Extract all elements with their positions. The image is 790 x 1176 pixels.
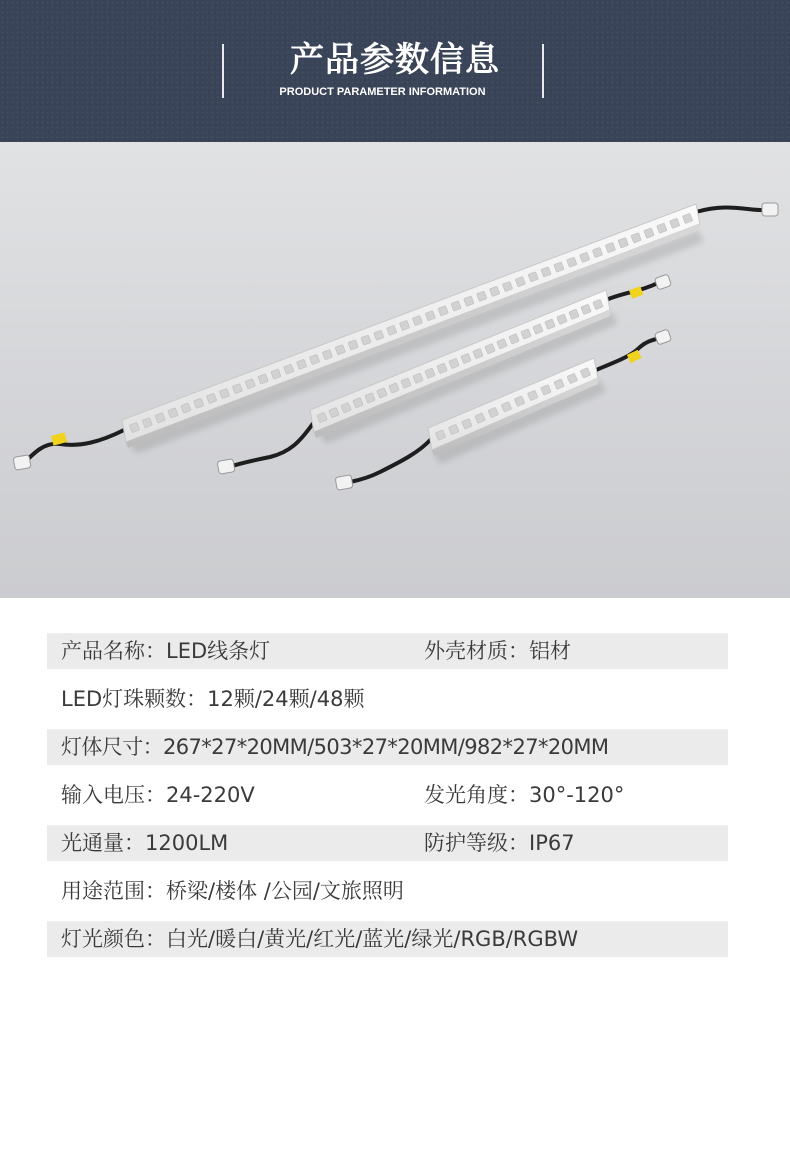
spec-table	[47, 633, 728, 969]
spec-row	[47, 777, 728, 813]
spec-label: 防护等级：	[424, 831, 529, 855]
spec-value: IP67	[529, 831, 575, 855]
spec-label: 灯光颜色：	[61, 927, 166, 951]
spec-label: 灯体尺寸：	[61, 735, 163, 759]
led-linear-bar-photo-icon	[0, 142, 790, 598]
spec-row	[47, 681, 728, 717]
spec-cell	[61, 777, 255, 813]
spec-cell	[61, 921, 578, 957]
spec-label: 输入电压：	[61, 783, 166, 807]
spec-label: 用途范围：	[61, 879, 166, 903]
spec-label: 外壳材质：	[424, 639, 529, 663]
spec-label: 产品名称：	[61, 639, 166, 663]
spec-value: 267*27*20MM/503*27*20MM/982*27*20MM	[163, 735, 609, 759]
spec-cell	[424, 825, 575, 861]
spec-row	[47, 825, 728, 861]
spec-cell	[424, 777, 624, 813]
spec-label: 发光角度：	[424, 783, 529, 807]
spec-value: 桥梁/楼体 /公园/文旅照明	[166, 879, 404, 903]
spec-value: 30°-120°	[529, 783, 625, 807]
spec-value: 白光/暖白/黄光/红光/蓝光/绿光/RGB/RGBW	[166, 927, 579, 951]
spec-cell	[61, 633, 270, 669]
spec-cell	[61, 681, 364, 717]
spec-value: 1200LM	[145, 831, 229, 855]
spec-cell	[61, 873, 404, 909]
spec-value: LED线条灯	[166, 639, 271, 663]
section-subtitle: PRODUCT PARAMETER INFORMATION	[279, 86, 486, 98]
spec-cell	[61, 729, 608, 765]
spec-row	[47, 633, 728, 669]
spec-value: 12颗/24颗/48颗	[207, 687, 365, 711]
spec-value: 24-220V	[166, 783, 255, 807]
spec-cell	[61, 825, 228, 861]
spec-row	[47, 921, 728, 957]
bar-shadows	[128, 230, 704, 464]
product-photo	[0, 142, 790, 598]
section-title: 产品参数信息	[290, 40, 500, 80]
spec-row	[47, 729, 728, 765]
spec-cell	[424, 633, 571, 669]
spec-row	[47, 873, 728, 909]
spec-label: LED灯珠颗数：	[61, 687, 208, 711]
header-banner	[0, 0, 790, 142]
spec-label: 光通量：	[61, 831, 145, 855]
spec-value: 铝材	[529, 639, 571, 663]
